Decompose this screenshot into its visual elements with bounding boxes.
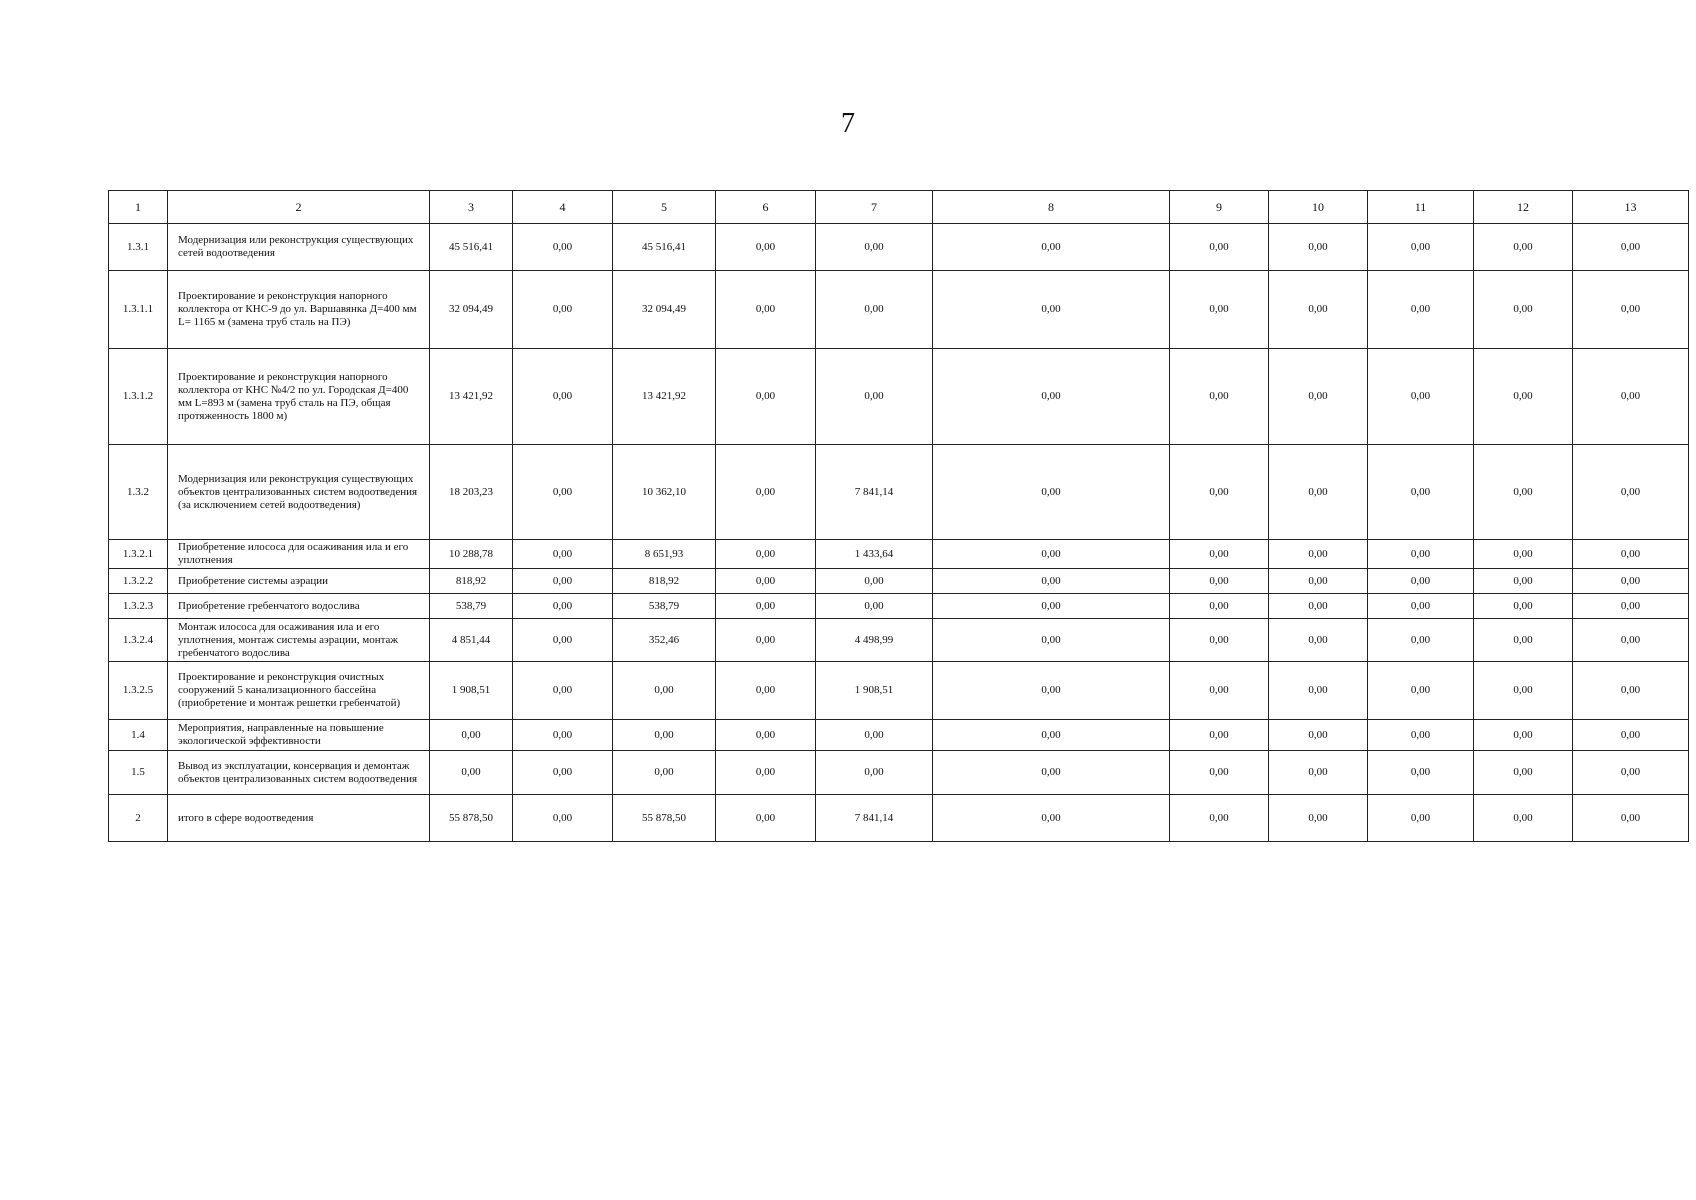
row-value: 0,00 (1573, 594, 1689, 619)
row-value: 0,00 (1368, 445, 1474, 540)
row-value: 0,00 (513, 224, 613, 271)
row-value: 0,00 (513, 720, 613, 751)
row-code: 1.3.2.4 (109, 619, 168, 662)
table-row (109, 751, 1689, 795)
row-value: 0,00 (933, 271, 1170, 349)
row-code: 1.3.2.2 (109, 569, 168, 594)
row-value: 0,00 (1474, 594, 1573, 619)
row-value: 0,00 (716, 224, 816, 271)
row-value: 0,00 (513, 619, 613, 662)
row-value: 0,00 (933, 445, 1170, 540)
row-value: 0,00 (816, 569, 933, 594)
row-value: 0,00 (513, 445, 613, 540)
row-value: 0,00 (1269, 271, 1368, 349)
row-value: 0,00 (933, 540, 1170, 569)
row-value: 0,00 (716, 720, 816, 751)
row-value: 0,00 (1368, 569, 1474, 594)
header-cell: 2 (168, 191, 430, 224)
row-value: 7 841,14 (816, 795, 933, 842)
row-value: 0,00 (1474, 795, 1573, 842)
row-value: 0,00 (1474, 720, 1573, 751)
row-value: 0,00 (1368, 751, 1474, 795)
row-value: 1 908,51 (430, 662, 513, 720)
row-value: 0,00 (1368, 594, 1474, 619)
row-value: 0,00 (513, 751, 613, 795)
row-code: 1.3.1.1 (109, 271, 168, 349)
row-value: 0,00 (933, 224, 1170, 271)
table-row (109, 594, 1689, 619)
row-value: 0,00 (816, 720, 933, 751)
row-value: 13 421,92 (430, 349, 513, 445)
row-value: 0,00 (1170, 224, 1269, 271)
header-cell: 3 (430, 191, 513, 224)
row-value: 0,00 (933, 569, 1170, 594)
row-value: 7 841,14 (816, 445, 933, 540)
row-value: 0,00 (1269, 540, 1368, 569)
header-cell: 6 (716, 191, 816, 224)
header-cell: 5 (613, 191, 716, 224)
row-value: 538,79 (430, 594, 513, 619)
row-value: 0,00 (1269, 224, 1368, 271)
table-row (109, 540, 1689, 569)
row-value: 0,00 (1573, 224, 1689, 271)
row-value: 0,00 (1474, 445, 1573, 540)
row-value: 0,00 (1368, 720, 1474, 751)
row-value: 13 421,92 (613, 349, 716, 445)
row-description: Вывод из эксплуатации, консервация и демонтаж объектов централизованных систем водоотведения (168, 751, 430, 795)
investment-table (108, 190, 1689, 842)
row-value: 0,00 (430, 720, 513, 751)
row-value: 0,00 (1368, 540, 1474, 569)
row-value: 0,00 (1474, 751, 1573, 795)
row-value: 0,00 (1573, 720, 1689, 751)
row-value: 1 908,51 (816, 662, 933, 720)
row-value: 0,00 (933, 349, 1170, 445)
row-value: 0,00 (513, 594, 613, 619)
table-row (109, 720, 1689, 751)
row-value: 0,00 (1573, 619, 1689, 662)
row-value: 0,00 (1269, 594, 1368, 619)
row-value: 0,00 (1474, 662, 1573, 720)
header-cell: 12 (1474, 191, 1573, 224)
row-value: 0,00 (1170, 569, 1269, 594)
row-value: 0,00 (716, 349, 816, 445)
row-code: 1.3.2.1 (109, 540, 168, 569)
row-code: 1.3.1.2 (109, 349, 168, 445)
row-value: 0,00 (816, 751, 933, 795)
row-description: Монтаж илососа для осаживания ила и его уплотнения, монтаж системы аэрации, монтаж гребенчатого водослива (168, 619, 430, 662)
row-value: 0,00 (1269, 795, 1368, 842)
row-value: 32 094,49 (430, 271, 513, 349)
row-code: 1.3.2.5 (109, 662, 168, 720)
row-value: 0,00 (1170, 271, 1269, 349)
row-value: 55 878,50 (430, 795, 513, 842)
header-cell: 10 (1269, 191, 1368, 224)
row-value: 0,00 (613, 751, 716, 795)
row-value: 0,00 (513, 569, 613, 594)
row-value: 0,00 (1170, 619, 1269, 662)
row-value: 0,00 (1573, 445, 1689, 540)
row-value: 18 203,23 (430, 445, 513, 540)
row-value: 0,00 (1170, 594, 1269, 619)
row-description: Модернизация или реконструкция существующих сетей водоотведения (168, 224, 430, 271)
row-value: 0,00 (816, 349, 933, 445)
row-value: 0,00 (513, 349, 613, 445)
header-cell: 13 (1573, 191, 1689, 224)
row-value: 0,00 (716, 271, 816, 349)
row-value: 0,00 (1269, 445, 1368, 540)
row-value: 0,00 (816, 271, 933, 349)
row-value: 0,00 (716, 569, 816, 594)
row-value: 0,00 (1573, 540, 1689, 569)
row-value: 0,00 (1170, 662, 1269, 720)
row-value: 0,00 (933, 662, 1170, 720)
row-value: 0,00 (513, 795, 613, 842)
row-value: 0,00 (933, 751, 1170, 795)
row-value: 0,00 (513, 662, 613, 720)
row-value: 0,00 (1474, 271, 1573, 349)
row-description: Модернизация или реконструкция существующих объектов централизованных систем водоотведения (за исключением сетей водоотведения) (168, 445, 430, 540)
row-value: 10 362,10 (613, 445, 716, 540)
row-value: 0,00 (716, 540, 816, 569)
row-value: 0,00 (1368, 795, 1474, 842)
header-cell: 11 (1368, 191, 1474, 224)
page-number: 7 (841, 108, 855, 139)
row-value: 0,00 (1269, 619, 1368, 662)
table-row (109, 662, 1689, 720)
row-value: 0,00 (613, 662, 716, 720)
row-value: 0,00 (1269, 349, 1368, 445)
row-value: 0,00 (1474, 349, 1573, 445)
row-code: 1.4 (109, 720, 168, 751)
row-value: 0,00 (816, 594, 933, 619)
row-value: 0,00 (1170, 720, 1269, 751)
row-value: 0,00 (933, 594, 1170, 619)
header-row (109, 191, 1689, 224)
row-value: 352,46 (613, 619, 716, 662)
row-description: Приобретение илососа для осаживания ила и его уплотнения (168, 540, 430, 569)
row-value: 0,00 (1573, 271, 1689, 349)
row-value: 0,00 (1573, 795, 1689, 842)
row-value: 0,00 (1170, 349, 1269, 445)
row-value: 0,00 (1573, 349, 1689, 445)
row-value: 0,00 (430, 751, 513, 795)
row-value: 0,00 (933, 720, 1170, 751)
row-code: 1.3.2 (109, 445, 168, 540)
row-value: 4 498,99 (816, 619, 933, 662)
row-value: 0,00 (1368, 619, 1474, 662)
row-value: 0,00 (1269, 720, 1368, 751)
row-code: 1.3.1 (109, 224, 168, 271)
row-value: 0,00 (1170, 445, 1269, 540)
row-value: 0,00 (716, 619, 816, 662)
row-value: 0,00 (1368, 224, 1474, 271)
row-description: Мероприятия, направленные на повышение экологической эффективности (168, 720, 430, 751)
row-value: 32 094,49 (613, 271, 716, 349)
row-value: 45 516,41 (430, 224, 513, 271)
header-cell: 7 (816, 191, 933, 224)
table-row (109, 271, 1689, 349)
row-value: 0,00 (1474, 540, 1573, 569)
row-value: 818,92 (613, 569, 716, 594)
header-cell: 4 (513, 191, 613, 224)
row-value: 0,00 (933, 619, 1170, 662)
row-value: 0,00 (716, 795, 816, 842)
row-description: итого в сфере водоотведения (168, 795, 430, 842)
table-row (109, 349, 1689, 445)
row-description: Проектирование и реконструкция напорного коллектора от КНС №4/2 по ул. Городская Д=400 мм L=893 м (замена труб сталь на ПЭ, общая протяженность 1800 м) (168, 349, 430, 445)
row-value: 0,00 (816, 224, 933, 271)
row-value: 0,00 (716, 594, 816, 619)
row-value: 0,00 (716, 662, 816, 720)
row-value: 1 433,64 (816, 540, 933, 569)
table-row (109, 619, 1689, 662)
row-code: 2 (109, 795, 168, 842)
row-value: 0,00 (613, 720, 716, 751)
table-row (109, 569, 1689, 594)
row-code: 1.3.2.3 (109, 594, 168, 619)
row-value: 0,00 (1170, 751, 1269, 795)
row-description: Приобретение системы аэрации (168, 569, 430, 594)
row-description: Проектирование и реконструкция напорного коллектора от КНС-9 до ул. Варшавянка Д=400 мм L= 1165 м (замена труб сталь на ПЭ) (168, 271, 430, 349)
row-value: 538,79 (613, 594, 716, 619)
table-row (109, 224, 1689, 271)
row-value: 0,00 (716, 445, 816, 540)
row-value: 8 651,93 (613, 540, 716, 569)
row-value: 0,00 (933, 795, 1170, 842)
row-value: 0,00 (513, 540, 613, 569)
row-value: 0,00 (1368, 662, 1474, 720)
row-value: 818,92 (430, 569, 513, 594)
row-value: 0,00 (1368, 271, 1474, 349)
table-row (109, 445, 1689, 540)
row-value: 0,00 (513, 271, 613, 349)
header-cell: 1 (109, 191, 168, 224)
table-row (109, 795, 1689, 842)
row-value: 45 516,41 (613, 224, 716, 271)
row-value: 0,00 (1573, 751, 1689, 795)
row-value: 10 288,78 (430, 540, 513, 569)
row-value: 0,00 (1474, 619, 1573, 662)
row-value: 55 878,50 (613, 795, 716, 842)
row-description: Приобретение гребенчатого водослива (168, 594, 430, 619)
row-value: 0,00 (1170, 795, 1269, 842)
row-code: 1.5 (109, 751, 168, 795)
header-cell: 9 (1170, 191, 1269, 224)
row-value: 0,00 (1170, 540, 1269, 569)
row-value: 0,00 (1269, 751, 1368, 795)
row-value: 0,00 (1368, 349, 1474, 445)
row-value: 0,00 (1474, 569, 1573, 594)
row-value: 0,00 (716, 751, 816, 795)
row-value: 0,00 (1573, 569, 1689, 594)
row-value: 0,00 (1474, 224, 1573, 271)
row-value: 0,00 (1269, 662, 1368, 720)
table-body (109, 224, 1689, 842)
header-cell: 8 (933, 191, 1170, 224)
row-value: 0,00 (1573, 662, 1689, 720)
row-value: 4 851,44 (430, 619, 513, 662)
row-value: 0,00 (1269, 569, 1368, 594)
row-description: Проектирование и реконструкция очистных сооружений 5 канализационного бассейна (приобретение и монтаж решетки гребенчатой) (168, 662, 430, 720)
